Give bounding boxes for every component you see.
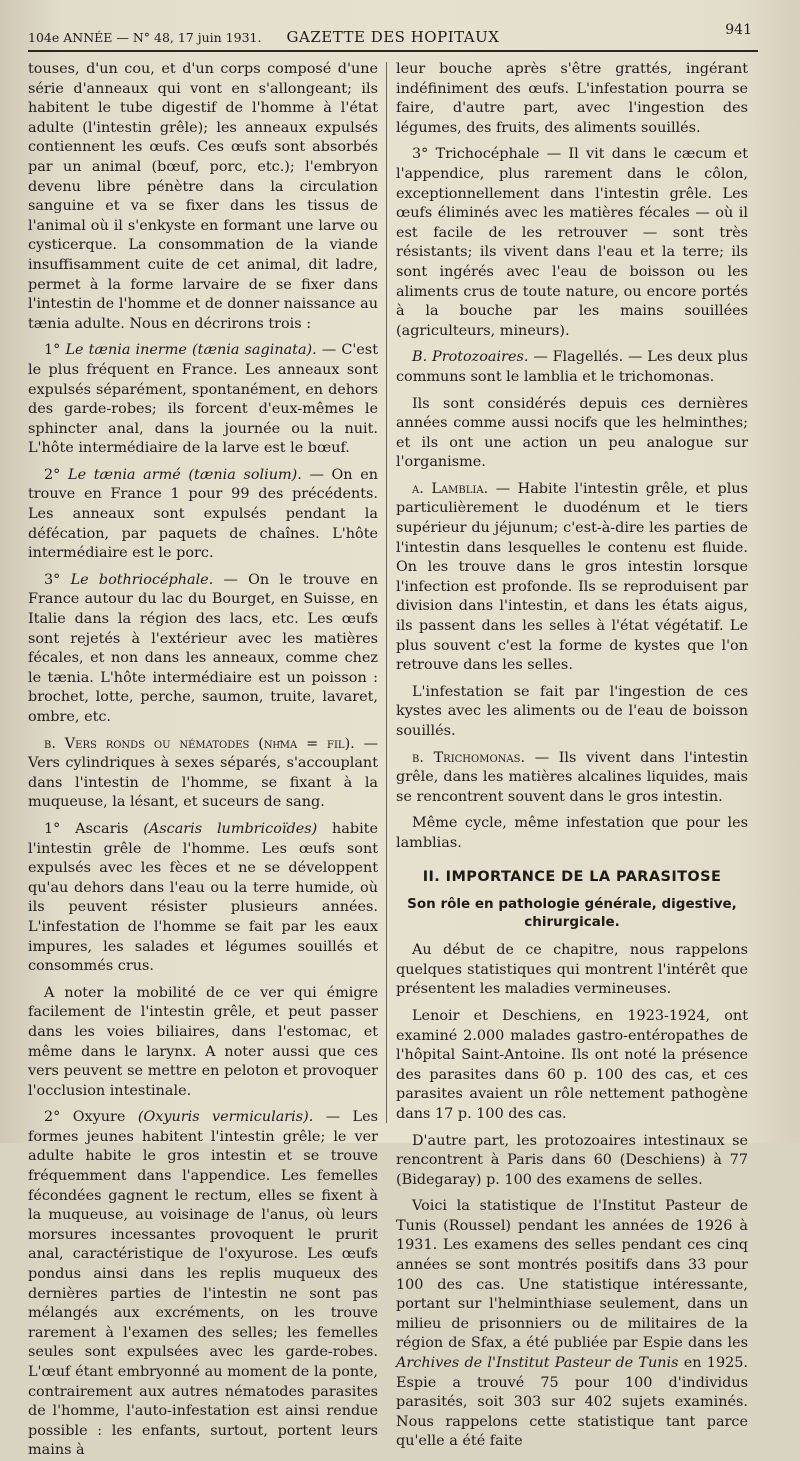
journal-reference: Archives de l'Institut Pasteur de Tunis [396,1355,679,1372]
item-number: 1° [44,342,66,359]
item-name: Le tænia armé (tænia solium). [68,466,302,483]
item-name: (Oxyuris vermicularis). [137,1109,314,1126]
item-text: — Les formes jeunes habitent l'intestin grêle; le ver adulte habite le gros intestin et se trouve fréquemment dans l'appendice. Les femelles fécondées gagnent le rectum, elles se fixent à la muqueuse, au voisinage de l'anus, où leurs morsures incessantes provoquent le prurit anal, caractéristique de l'oxyurose. Les œufs pondus ainsi dans les replis muqueux des dernières parties de l'intestin ne sont pas mélangés aux excréments, on les trouve rarement à l'examen des selles; les femelles seules sont expulsées avec les garde-robes. L'œuf étant embryonné au moment de la ponte, contrairement aux autres nématodes parasites de l'homme, l'auto-infestation est ainsi rendue possible : les enfants, surtout, portent leurs mains à [28,1109,378,1459]
paragraph: A noter la mobilité de ce ver qui émigre facilement de l'intestin grêle, et peut passer dans les voies biliaires, dans l'estomac, et même dans le larynx. A noter aussi que ces vers peuvent se mettre en peloton et provoquer l'occlusion intestinale. [28,984,378,1099]
paragraph [396,749,748,808]
paragraph [396,348,748,387]
item-text: — C'est le plus fréquent en France. Les anneaux sont expulsés séparément, spontanément, en dehors des garde-robes; ils forcent d'eux-mêmes le sphincter anal, dans la journée ou la nuit. L'hôte intermédiaire de la larve est le bœuf. [28,342,378,457]
item-text: — Habite l'intestin grêle, et plus particulièrement le duodénum et le tiers supérieur du jéjunum; c'est-à-dire les parties de l'intestin dans lesquelles le contenu est fluide. On les trouve dans le gros intestin lorsque l'infection est profonde. Ils se reproduisent par division dans l'intestin, et dans les états aigus, ils passent dans les selles à l'état végétatif. Le plus souvent c'est la forme de kystes que l'on retrouve dans les selles. [396,480,748,674]
paragraph: L'infestation se fait par l'ingestion de ces kystes avec les aliments ou de l'eau de boisson souillés. [396,683,748,739]
paragraph [396,145,748,341]
paragraph: touses, d'un cou, et d'un corps composé d'une série d'anneaux qui vont en s'allongeant; ils habitent le tube digestif de l'homme à l'état adulte (l'intestin grêle); les anneaux expulsés contiennent les œufs. Ces œufs sont absorbés par un animal (bœuf, porc, etc.); l'embryon devenu libre pénètre dans la circulation sanguine et va se fixer dans les tissus de l'animal où il s'enkyste en formant une larve ou cysticerque. La consommation de la viande insuffisamment cuite de cet animal, dit ladre, permet à la forme larvaire de se fixer dans l'intestin de l'homme et de donner naissance au tænia adulte. Nous en décrirons trois : [28,61,378,332]
paragraph [28,820,378,977]
page-header [28,22,758,52]
section-subtitle: Son rôle en pathologie générale, digestive, chirurgicale. [407,896,737,931]
item-number: 2° [44,466,69,483]
item-text: Voici la statistique de l'Institut Pasteur de Tunis (Roussel) pendant les années de 1926 à 1931. Les examens des selles pendant ces cinq années se sont montrés positifs dans 33 pour 100 des cas. Une statistique intéressante, portant sur l'helminthiase seulement, dans un milieu de prisonniers ou de militaires de la région de Sfax, a été publiée par Espie dans les [396,1198,748,1352]
item-text: — Ils vivent dans l'intestin grêle, dans les matières alcalines liquides, mais se rencontrent souvent dans le gros intestin. [396,749,749,805]
page-number: 941 [725,22,752,38]
item-text: — Vers cylindriques à sexes séparés, s'accouplant dans l'intestin de l'homme, se fixant à la muqueuse, la lésant, et suceurs de sang. [28,735,379,811]
item-text: en 1925. Espie a trouvé 75 pour 100 d'individus parasités, soit 303 sur 402 sujets examinés. Nous rappelons cette statistique tant parce qu'elle a été faite [396,1355,748,1450]
item-text: — On le trouve en France autour du lac du Bourget, en Suisse, en Italie dans la région des lacs, etc. Les œufs sont rejetés à l'extérieur avec les matières fécales, et non dans les anneaux, comme chez le tænia. L'hôte intermédiaire est un poisson : brochet, lotte, perche, saumon, truite, lavaret, ombre, etc. [28,571,378,725]
item-text: — Il vit dans le cæcum et l'appendice, plus rarement dans le côlon, exceptionnellement dans l'intestin grêle. Les œufs éliminés avec les matières fécales — où il est facile de les retrouver — sont très résistants; ils vivent dans l'eau et la terre; ils sont ingérés avec l'eau de boisson ou les aliments crus de toute nature, ou encore portés à la bouche par les mains souillées (agriculteurs, mineurs). [396,146,748,339]
item-number: 3° [44,571,71,588]
paragraph [28,1108,378,1461]
paragraph [396,1197,748,1452]
paragraph [396,480,748,676]
paragraph [28,571,378,728]
subsection-label: b. Vers ronds ou nématodes (νῆμα = fil). [44,735,355,752]
paragraph [28,341,378,459]
journal-title: GAZETTE DES HOPITAUX [286,28,500,46]
right-column [396,60,749,1450]
item-name: (Ascaris lumbricoïdes) [143,820,318,837]
left-column [28,60,379,1459]
paragraph: leur bouche après s'être grattés, ingérant indéfiniment des œufs. L'infestation pourra se faire, d'autre part, avec l'ingestion des légumes, des fruits, des aliments souillés. [396,61,748,136]
item-text: — Flagellés. — Les deux plus communs sont le lamblia et le trichomonas. [396,349,748,385]
paragraph [28,735,378,813]
item-name: Le bothriocéphale. [70,571,214,588]
paragraph: Lenoir et Deschiens, en 1923-1924, ont examiné 2.000 malades gastro-entéropathes de l'hôpital Saint-Antoine. Ils ont noté la présence des parasites dans 60 p. 100 des cas, et ces parasites avaient un rôle nettement pathogène dans 17 p. 100 des cas. [396,1007,748,1122]
subsection-label: a. Lamblia. [412,480,489,497]
paragraph: D'autre part, les protozoaires intestinaux se rencontrent à Paris dans 60 (Deschiens) à 77 (Bidegaray) p. 100 des examens de selles. [396,1132,748,1188]
issue-info: 104e ANNÉE — N° 48, 17 juin 1931. [28,30,262,45]
item-text: — On en trouve en France 1 pour 99 des précédents. Les anneaux sont expulsés pendant la défécation, par paquets de chaînes. L'hôte intermédiaire est le porc. [28,466,379,562]
paragraph: Ils sont considérés depuis ces dernières années comme aussi nocifs que les helminthes; et ils ont une action un peu analogue sur l'organisme. [396,395,748,471]
section-title: II. IMPORTANCE DE LA PARASITOSE [422,868,722,885]
subsection-label: B. Protozoaires. [412,349,529,366]
item-text: habite l'intestin grêle de l'homme. Les œufs sont expulsés avec les fèces et ne se développent qu'au dehors dans l'eau ou la terre humide, où ils peuvent résister plusieurs années. L'infestation de l'homme se fait par les eaux impures, les salades et légumes souillés et consommés crus. [28,820,378,975]
paragraph: Au début de ce chapitre, nous rappelons quelques statistiques qui montrent l'intérêt que présentent les maladies vermineuses. [396,942,748,998]
column-divider [386,62,387,1123]
item-number: 1° Ascaris [44,820,144,837]
item-name: Le tænia inerme (tænia saginata). [65,342,317,359]
paragraph [28,466,378,564]
item-name: 3° Trichocéphale [412,146,540,163]
subsection-label: b. Trichomonas. [412,749,526,766]
item-number: 2° Oxyure [44,1109,138,1126]
paragraph: Même cycle, même infestation que pour les lamblias. [396,815,748,851]
